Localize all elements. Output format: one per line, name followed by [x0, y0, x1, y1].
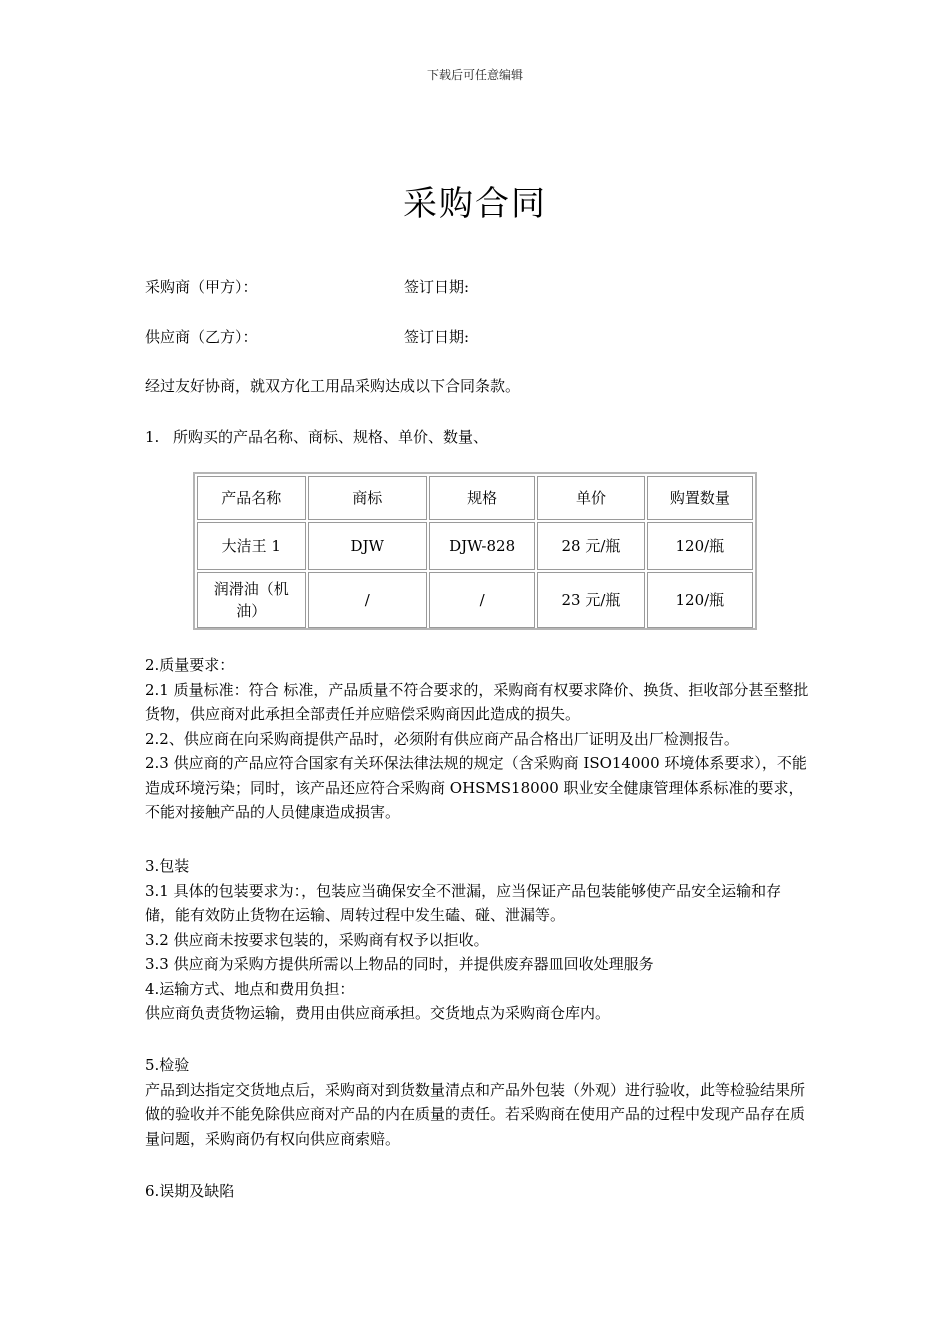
header-note: 下载后可任意编辑 — [426, 68, 523, 82]
table-row — [197, 522, 753, 570]
section-5-heading: 5.检验 — [145, 1056, 190, 1074]
buyer-sign-date-label: 签订日期: — [404, 278, 470, 296]
table-cell: 120/瓶 — [647, 522, 753, 570]
intro-paragraph: 经过友好协商，就双方化工用品采购达成以下合同条款。 — [145, 377, 521, 395]
table-cell: / — [429, 572, 535, 628]
section-2-heading: 2.质量要求： — [145, 656, 235, 674]
table-cell: 23 元/瓶 — [537, 572, 644, 628]
table-cell: 润滑油（机油） — [197, 572, 306, 628]
header-cell-quantity: 购置数量 — [647, 476, 753, 520]
product-table — [195, 474, 755, 630]
header-cell-brand: 商标 — [308, 476, 427, 520]
section-quality — [145, 653, 810, 825]
clause-3-2: 3.2 供应商未按要求包装的，采购商有权予以拒收。 — [145, 930, 489, 949]
clause-1-number: 1. — [145, 428, 160, 446]
supplier-sign-date-label: 签订日期: — [404, 328, 470, 346]
table-row — [197, 572, 753, 628]
table-cell: / — [308, 572, 427, 628]
clause-3-3: 3.3 供应商为采购方提供所需以上物品的同时，并提供废弃器皿回收处理服务 — [145, 955, 654, 973]
clause-1-text: 所购买的产品名称、商标、规格、单价、数量、 — [173, 428, 489, 446]
header-cell-spec: 规格 — [429, 476, 535, 520]
section-inspection — [145, 1053, 810, 1151]
document-title: 采购合同 — [403, 184, 547, 224]
clause-2-3: 2.3 供应商的产品应符合国家有关环保法律法规的规定（含采购商 ISO14000 环境体系要求），不能造成环境污染；同时，该产品还应符合采购商 OHSMS18000 职业安全健康管理体系标准的要求，不能对接触产品的人员健康造成损害。 — [145, 754, 807, 821]
supplier-label: 供应商（乙方）： — [145, 328, 258, 346]
section-4-heading: 4.运输方式、地点和费用负担： — [145, 979, 355, 998]
clause-2-1: 2.1 质量标准：符合 标准，产品质量不符合要求的，采购商有权要求降价、换货、拒收部分甚至整批货物，供应商对此承担全部责任并应赔偿采购商因此造成的损失。 — [145, 680, 809, 723]
clause-4-text: 供应商负责货物运输，费用由供应商承担。交货地点为采购商仓库内。 — [145, 1004, 611, 1022]
section-delay-defects — [145, 1179, 810, 1204]
table-cell: 28 元/瓶 — [537, 522, 644, 570]
clause-3-1: 3.1 具体的包装要求为：，包装应当确保安全不泄漏，应当保证产品包装能够使产品安全运输和存储，能有效防止货物在运输、周转过程中发生磕、碰、泄漏等。 — [145, 881, 782, 924]
table-header-row — [197, 476, 753, 520]
clause-1 — [145, 426, 488, 447]
table-cell: 120/瓶 — [647, 572, 753, 628]
section-packaging — [145, 854, 810, 1026]
buyer-label: 采购商（甲方）： — [145, 278, 258, 296]
header-cell-unit-price: 单价 — [537, 476, 644, 520]
table-cell: DJW — [308, 522, 427, 570]
header-cell-product-name: 产品名称 — [197, 476, 306, 520]
product-table-frame — [193, 472, 757, 630]
section-3-heading: 3.包装 — [145, 857, 190, 875]
table-cell: DJW-828 — [429, 522, 535, 570]
section-6-heading: 6.误期及缺陷 — [145, 1182, 235, 1200]
clause-2-2: 2.2、供应商在向采购商提供产品时，必须附有供应商产品合格出厂证明及出厂检测报告。 — [145, 729, 739, 748]
table-cell: 大洁王 1 — [197, 522, 306, 570]
clause-5-text: 产品到达指定交货地点后，采购商对到货数量清点和产品外包装（外观）进行验收，此等检验结果所做的验收并不能免除供应商对产品的内在质量的责任。若采购商在使用产品的过程中发现产品存在质量问题，采购商仍有权向供应商索赔。 — [145, 1080, 806, 1148]
